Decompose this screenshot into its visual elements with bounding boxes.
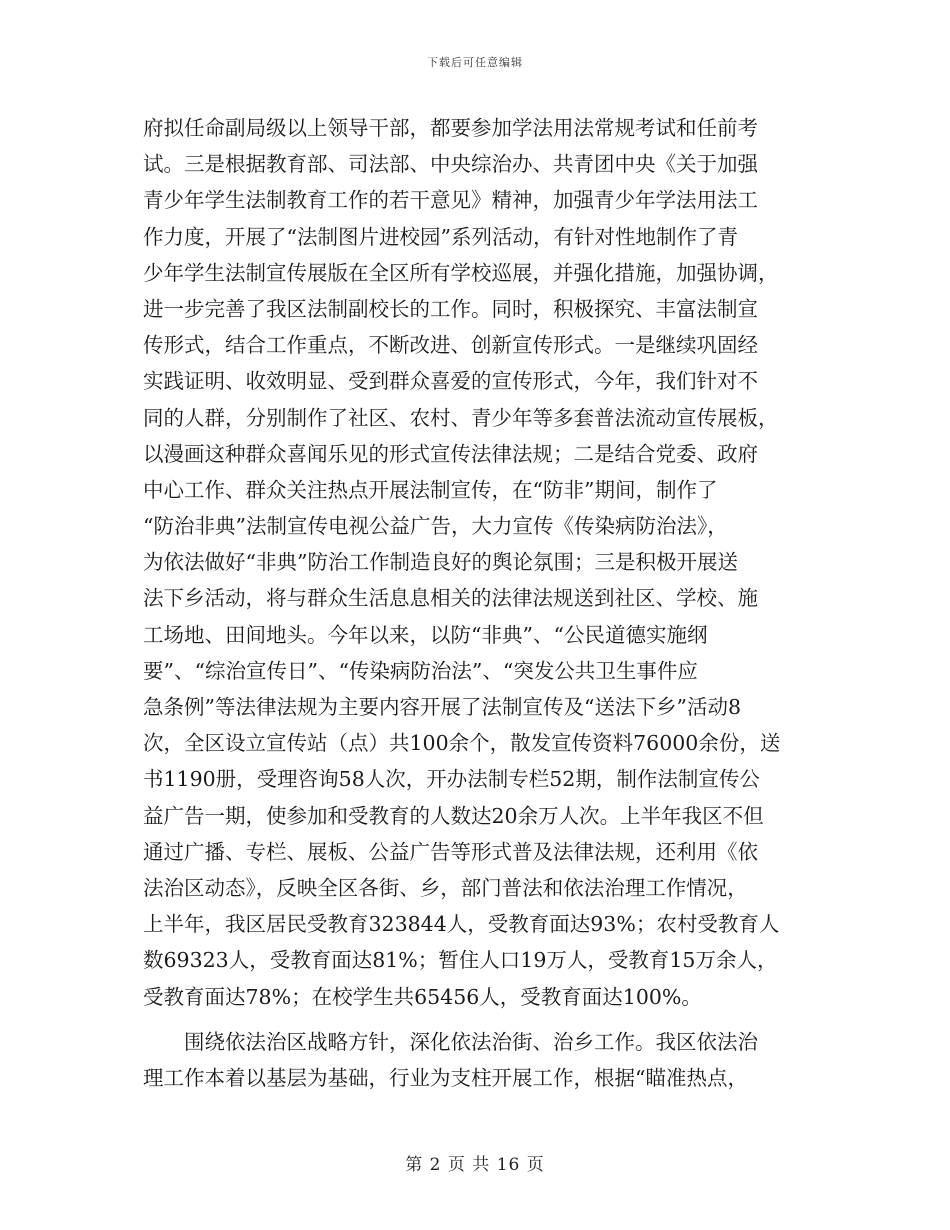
text-line: 围绕依法治区战略方针，深化依法治街、治乡工作。我区依法治: [184, 1029, 758, 1054]
text-line: “防治非典”法制宣传电视公益广告，大力宣传《传染病防治法》，: [143, 514, 728, 539]
text-line: 同的人群，分别制作了社区、农村、青少年等多套普法流动宣传展板，: [143, 405, 779, 430]
text-line: 次，全区设立宣传站（点）共100余个，散发宣传资料76000余份，送: [143, 731, 781, 756]
text-line: 中心工作、群众关注热点开展法制宣传，在“防非”期间，制作了: [143, 477, 718, 502]
text-line: 要”、“综治宣传日”、“传染病防治法”、“突发公共卫生事件应: [143, 658, 698, 683]
text-line: 理工作本着以基层为基础，行业为支柱开展工作，根据“瞄准热点，: [143, 1065, 748, 1090]
text-line: 法治区动态》，反映全区各街、乡，部门普法和依法治理工作情况，: [143, 875, 748, 900]
text-line: 试。三是根据教育部、司法部、中央综治办、共青团中央《关于加强: [143, 152, 758, 177]
text-line: 通过广播、专栏、展板、公益广告等形式普及法律法规，还利用《依: [143, 839, 758, 864]
text-line: 书1190册，受理咨询58人次，开办法制专栏52期，制作法制宣传公: [143, 767, 760, 792]
text-line: 府拟任命副局级以上领导干部，都要参加学法用法常规考试和任前考: [143, 116, 758, 140]
text-line: 进一步完善了我区法制副校长的工作。同时，积极探究、丰富法制宣: [143, 296, 758, 321]
text-line: 数69323人，受教育面达81%；暂住人口19万人，受教育15万余人，: [143, 948, 778, 973]
page-number-footer: 第 2 页 共 16 页: [405, 1155, 545, 1175]
text-line: 少年学生法制宣传展版在全区所有学校巡展，并强化措施，加强协调，: [143, 260, 779, 285]
text-line: 作力度，开展了“法制图片进校园”系列活动，有针对性地制作了青: [143, 224, 738, 249]
text-line: 工场地、田间地头。今年以来，以防“非典”、“公民道德实施纲: [143, 622, 708, 647]
text-line: 上半年，我区居民受教育323844人，受教育面达93%；农村受教育人: [143, 912, 780, 937]
text-line: 实践证明、收效明显、受到群众喜爱的宣传形式，今年，我们针对不: [143, 369, 758, 394]
text-line: 受教育面达78%；在校学生共65456人，受教育面达100%。: [143, 984, 702, 1009]
text-line: 以漫画这种群众喜闻乐见的形式宣传法律法规；二是结合党委、政府: [143, 441, 758, 466]
paragraph-gap: [143, 1015, 815, 1024]
text-line: 急条例”等法律法规为主要内容开展了法制宣传及“送法下乡”活动8: [143, 695, 741, 719]
text-line: 青少年学生法制教育工作的若干意见》精神，加强青少年学法用法工: [143, 188, 758, 213]
text-line: 为依法做好“非典”防治工作制造良好的舆论氛围；三是积极开展送: [143, 550, 738, 575]
text-line: 法下乡活动，将与群众生活息息相关的法律法规送到社区、学校、施: [143, 586, 758, 611]
text-line: 益广告一期，使参加和受教育的人数达20余万人次。上半年我区不但: [143, 803, 764, 828]
page-header-note: 下载后可任意编辑: [427, 56, 523, 69]
document-body: [143, 110, 815, 1096]
text-line: 传形式，结合工作重点，不断改进、创新宣传形式。一是继续巩固经: [143, 333, 758, 358]
